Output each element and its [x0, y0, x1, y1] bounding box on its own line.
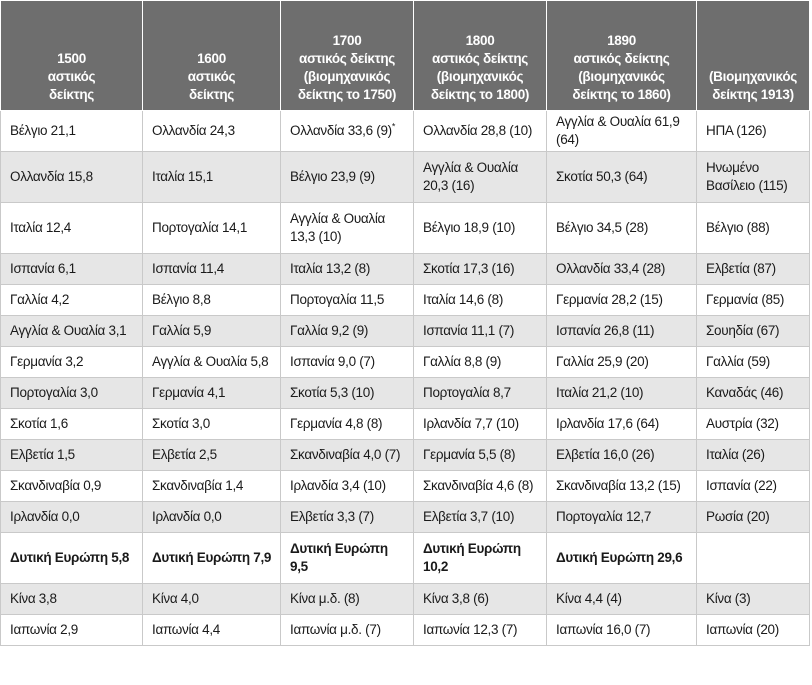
header-1600: 1600 αστικός δείκτης [143, 1, 281, 111]
table-cell: Βέλγιο 18,9 (10) [414, 203, 547, 254]
table-cell: Αγγλία & Ουαλία 13,3 (10) [281, 203, 414, 254]
table-cell: Καναδάς (46) [697, 378, 810, 409]
table-row-total [1, 533, 810, 584]
table-cell: Σκανδιναβία 4,0 (7) [281, 440, 414, 471]
table-cell: Ολλανδία 28,8 (10) [414, 111, 547, 152]
table-cell: Ιρλανδία 3,4 (10) [281, 471, 414, 502]
table-cell [697, 533, 810, 584]
header-1913: (Βιομηχανικός δείκτης 1913) [697, 1, 810, 111]
table-cell: Σκανδιναβία 13,2 (15) [547, 471, 697, 502]
table-cell: Γερμανία 4,8 (8) [281, 409, 414, 440]
table-cell: Ιρλανδία 0,0 [1, 502, 143, 533]
table-cell: Κίνα 4,4 (4) [547, 584, 697, 615]
table-cell: Ηνωμένο Βασίλειο (115) [697, 152, 810, 203]
table-cell: Ιταλία 21,2 (10) [547, 378, 697, 409]
table-row [1, 203, 810, 254]
table-cell: Σκοτία 17,3 (16) [414, 254, 547, 285]
header-1700: 1700 αστικός δείκτης (βιομηχανικός δείκτης το 1750) [281, 1, 414, 111]
table-cell: Σκοτία 1,6 [1, 409, 143, 440]
table-row [1, 111, 810, 152]
footnote-marker: * [391, 121, 396, 132]
table-cell: Ισπανία 26,8 (11) [547, 316, 697, 347]
table-cell: Ολλανδία 33,6 (9)* [281, 111, 414, 152]
table-cell: Ισπανία 11,4 [143, 254, 281, 285]
table-row [1, 584, 810, 615]
table-cell: Ρωσία (20) [697, 502, 810, 533]
table-cell: Ισπανία 6,1 [1, 254, 143, 285]
table-cell: Σκανδιναβία 4,6 (8) [414, 471, 547, 502]
table-cell: Ελβετία 3,3 (7) [281, 502, 414, 533]
table-cell: Πορτογαλία 3,0 [1, 378, 143, 409]
table-cell: Γαλλία 8,8 (9) [414, 347, 547, 378]
table-cell: Βέλγιο 21,1 [1, 111, 143, 152]
table-cell: Γερμανία 5,5 (8) [414, 440, 547, 471]
table-row [1, 615, 810, 646]
table-cell: Σκοτία 5,3 (10) [281, 378, 414, 409]
table-row [1, 316, 810, 347]
table-cell: Σκανδιναβία 0,9 [1, 471, 143, 502]
table-cell: Ιαπωνία 12,3 (7) [414, 615, 547, 646]
header-row [1, 1, 810, 111]
table-cell: Αγγλία & Ουαλία 3,1 [1, 316, 143, 347]
table-cell: Ελβετία 3,7 (10) [414, 502, 547, 533]
table-cell: Γαλλία 25,9 (20) [547, 347, 697, 378]
table-cell: Γαλλία 9,2 (9) [281, 316, 414, 347]
table-cell: Ιαπωνία μ.δ. (7) [281, 615, 414, 646]
table-cell: Ιταλία 15,1 [143, 152, 281, 203]
table-cell: Σκοτία 3,0 [143, 409, 281, 440]
table-cell: Κίνα 3,8 (6) [414, 584, 547, 615]
table-cell: Κίνα 4,0 [143, 584, 281, 615]
table-cell: Βέλγιο 23,9 (9) [281, 152, 414, 203]
table-cell: Ολλανδία 24,3 [143, 111, 281, 152]
table-cell: ΗΠΑ (126) [697, 111, 810, 152]
table-cell: Γαλλία (59) [697, 347, 810, 378]
table-cell: Βέλγιο 34,5 (28) [547, 203, 697, 254]
table-cell: Αγγλία & Ουαλία 5,8 [143, 347, 281, 378]
table-cell: Ελβετία 16,0 (26) [547, 440, 697, 471]
table-cell: Πορτογαλία 14,1 [143, 203, 281, 254]
table-cell: Αγγλία & Ουαλία 20,3 (16) [414, 152, 547, 203]
table-cell: Γαλλία 5,9 [143, 316, 281, 347]
table-cell: Ιαπωνία (20) [697, 615, 810, 646]
table-cell: Ιαπωνία 4,4 [143, 615, 281, 646]
table-cell: Ιαπωνία 16,0 (7) [547, 615, 697, 646]
table-cell: Γερμανία (85) [697, 285, 810, 316]
table-cell: Ιρλανδία 17,6 (64) [547, 409, 697, 440]
table-cell: Δυτική Ευρώπη 9,5 [281, 533, 414, 584]
table-cell: Ολλανδία 33,4 (28) [547, 254, 697, 285]
table-row [1, 440, 810, 471]
table-cell: Σουηδία (67) [697, 316, 810, 347]
table-cell: Ιρλανδία 7,7 (10) [414, 409, 547, 440]
table-row [1, 471, 810, 502]
table-cell: Αυστρία (32) [697, 409, 810, 440]
table-cell: Δυτική Ευρώπη 29,6 [547, 533, 697, 584]
table-cell: Ιρλανδία 0,0 [143, 502, 281, 533]
table-cell: Κίνα (3) [697, 584, 810, 615]
table-cell: Ιταλία 13,2 (8) [281, 254, 414, 285]
header-1890: 1890 αστικός δείκτης (βιομηχανικός δείκτης το 1860) [547, 1, 697, 111]
table-row [1, 347, 810, 378]
table-cell: Πορτογαλία 12,7 [547, 502, 697, 533]
table-cell: Ιταλία 14,6 (8) [414, 285, 547, 316]
table-cell: Ελβετία 2,5 [143, 440, 281, 471]
table-cell: Βέλγιο (88) [697, 203, 810, 254]
table-cell: Ελβετία 1,5 [1, 440, 143, 471]
table-cell: Ιταλία (26) [697, 440, 810, 471]
table-cell: Ισπανία 9,0 (7) [281, 347, 414, 378]
table-cell: Ισπανία 11,1 (7) [414, 316, 547, 347]
table-row [1, 409, 810, 440]
table-row [1, 378, 810, 409]
table-cell: Σκανδιναβία 1,4 [143, 471, 281, 502]
table-cell: Δυτική Ευρώπη 10,2 [414, 533, 547, 584]
table-cell: Κίνα μ.δ. (8) [281, 584, 414, 615]
table-cell: Κίνα 3,8 [1, 584, 143, 615]
table-cell: Αγγλία & Ουαλία 61,9 (64) [547, 111, 697, 152]
table-cell: Ιταλία 12,4 [1, 203, 143, 254]
table-cell: Πορτογαλία 8,7 [414, 378, 547, 409]
table-cell: Ελβετία (87) [697, 254, 810, 285]
table-cell: Γερμανία 28,2 (15) [547, 285, 697, 316]
table-cell: Δυτική Ευρώπη 5,8 [1, 533, 143, 584]
header-1500: 1500 αστικός δείκτης [1, 1, 143, 111]
table-row [1, 152, 810, 203]
table-row [1, 502, 810, 533]
table-cell: Βέλγιο 8,8 [143, 285, 281, 316]
table-row [1, 285, 810, 316]
table-row [1, 254, 810, 285]
header-1800: 1800 αστικός δείκτης (βιομηχανικός δείκτης το 1800) [414, 1, 547, 111]
table-cell: Ιαπωνία 2,9 [1, 615, 143, 646]
table-cell: Γαλλία 4,2 [1, 285, 143, 316]
table-cell: Ολλανδία 15,8 [1, 152, 143, 203]
table-cell: Γερμανία 3,2 [1, 347, 143, 378]
table-cell: Πορτογαλία 11,5 [281, 285, 414, 316]
table-cell: Σκοτία 50,3 (64) [547, 152, 697, 203]
table-cell: Γερμανία 4,1 [143, 378, 281, 409]
table-cell: Δυτική Ευρώπη 7,9 [143, 533, 281, 584]
table-cell: Ισπανία (22) [697, 471, 810, 502]
